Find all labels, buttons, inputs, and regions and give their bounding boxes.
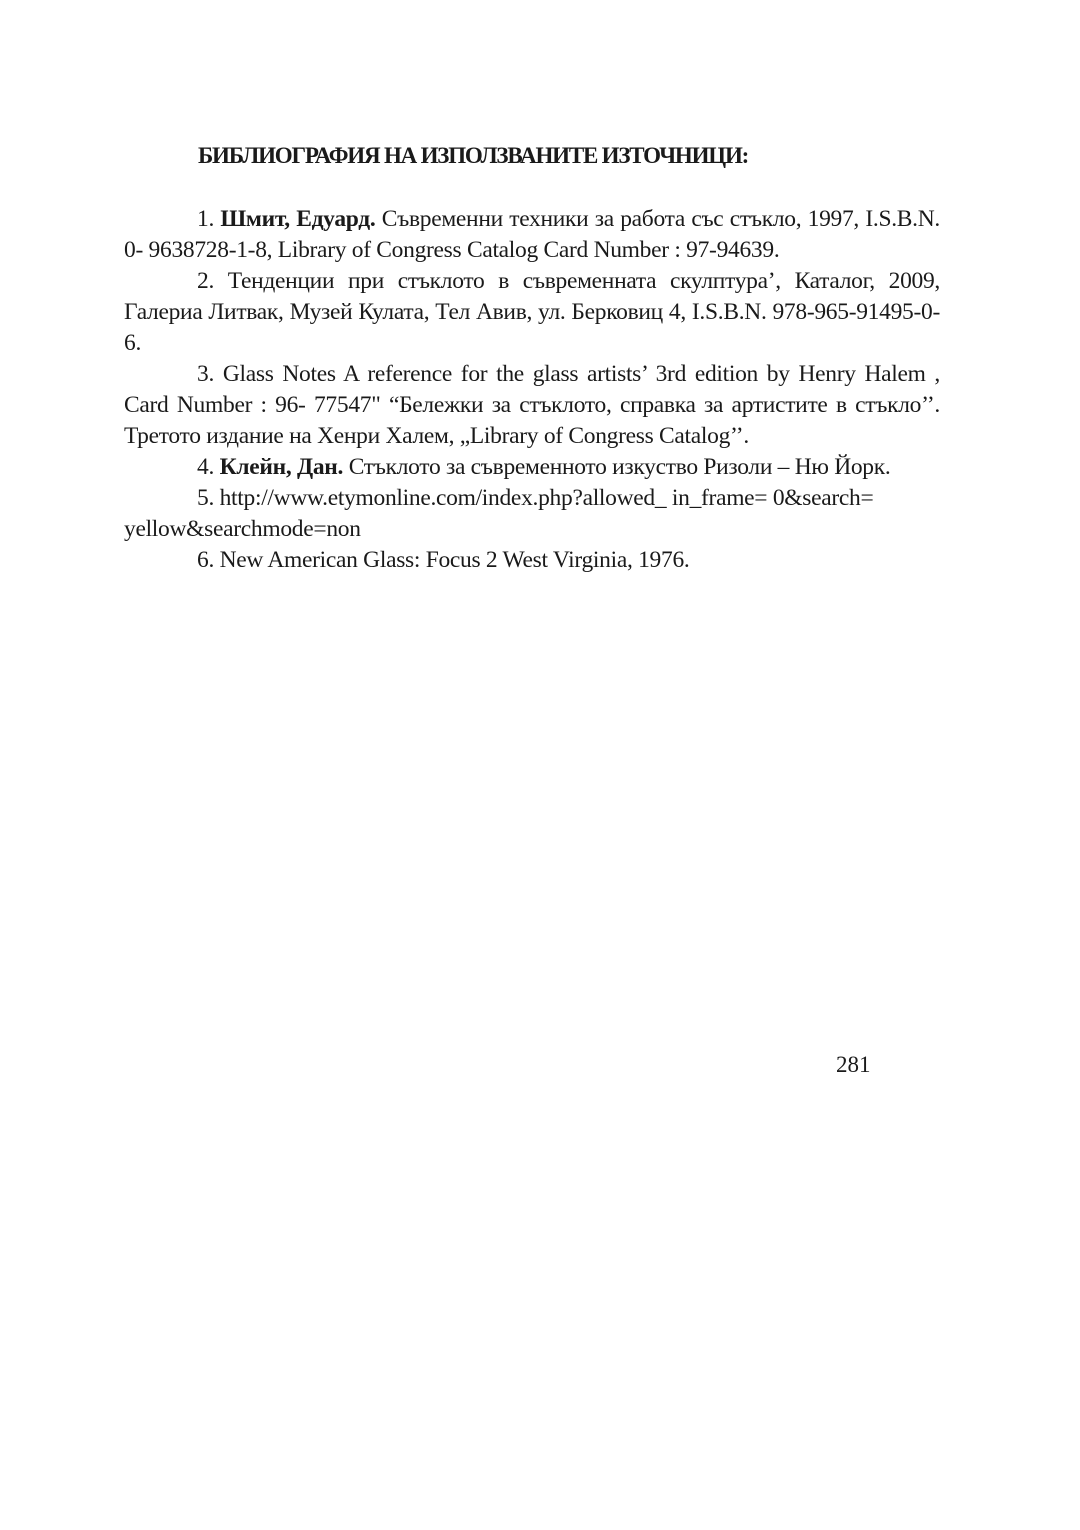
entry-text: New American Glass: Focus 2 West Virginia, 1976. (219, 547, 690, 573)
bibliography-entry (124, 452, 940, 483)
entry-text: Glass Notes A reference for the glass artists’ 3rd edition by Henry Halem , Card Number : 96- 77547" “Бележки за стъклото, справка за артистите в стъкло’’. Третото издание на Хенри Халем, „Library of Congress Catalog’’. (124, 361, 940, 449)
bibliography-entry (124, 545, 940, 576)
bibliography-entry (124, 359, 940, 452)
entry-link[interactable]: http://www.etymonline.com/index.php?allowed_ in_frame= 0&search= yellow&searchmode=non (124, 485, 874, 542)
entry-author: Клейн, Дан. (219, 454, 344, 480)
bibliography-entry (124, 483, 940, 545)
entry-number: 6. (197, 547, 215, 573)
entry-number: 3. (197, 361, 215, 387)
entry-number: 1. (197, 206, 215, 232)
bibliography-heading: БИБЛИОГРАФИЯ НА ИЗПОЛЗВАНИТЕ ИЗТОЧНИЦИ: (198, 143, 749, 168)
entry-number: 2. (197, 268, 215, 294)
entry-number: 4. (197, 454, 215, 480)
bibliography-entry (124, 266, 940, 359)
entry-text: Стъклото за съвременното изкуство Ризоли – Ню Йорк. (348, 454, 891, 480)
entry-text: Тенденции при стъклото в съвременната скулптура’, Каталог, 2009, Галериа Литвак, Музей Кулата, Тел Авив, ул. Берковиц 4, I.S.B.N. 978-965-91495-0-6. (124, 268, 941, 356)
bibliography-entry (124, 204, 940, 266)
entry-text: Съвременни техники за работа със стъкло, 1997, I.S.B.N. 0- 9638728-1-8, Library of Congress Catalog Card Number : 97-94639. (124, 206, 940, 263)
page-number: 281 (836, 1052, 871, 1077)
bibliography-list (124, 204, 940, 576)
entry-number: 5. (197, 485, 215, 511)
entry-author: Шмит, Едуард. (220, 206, 376, 232)
